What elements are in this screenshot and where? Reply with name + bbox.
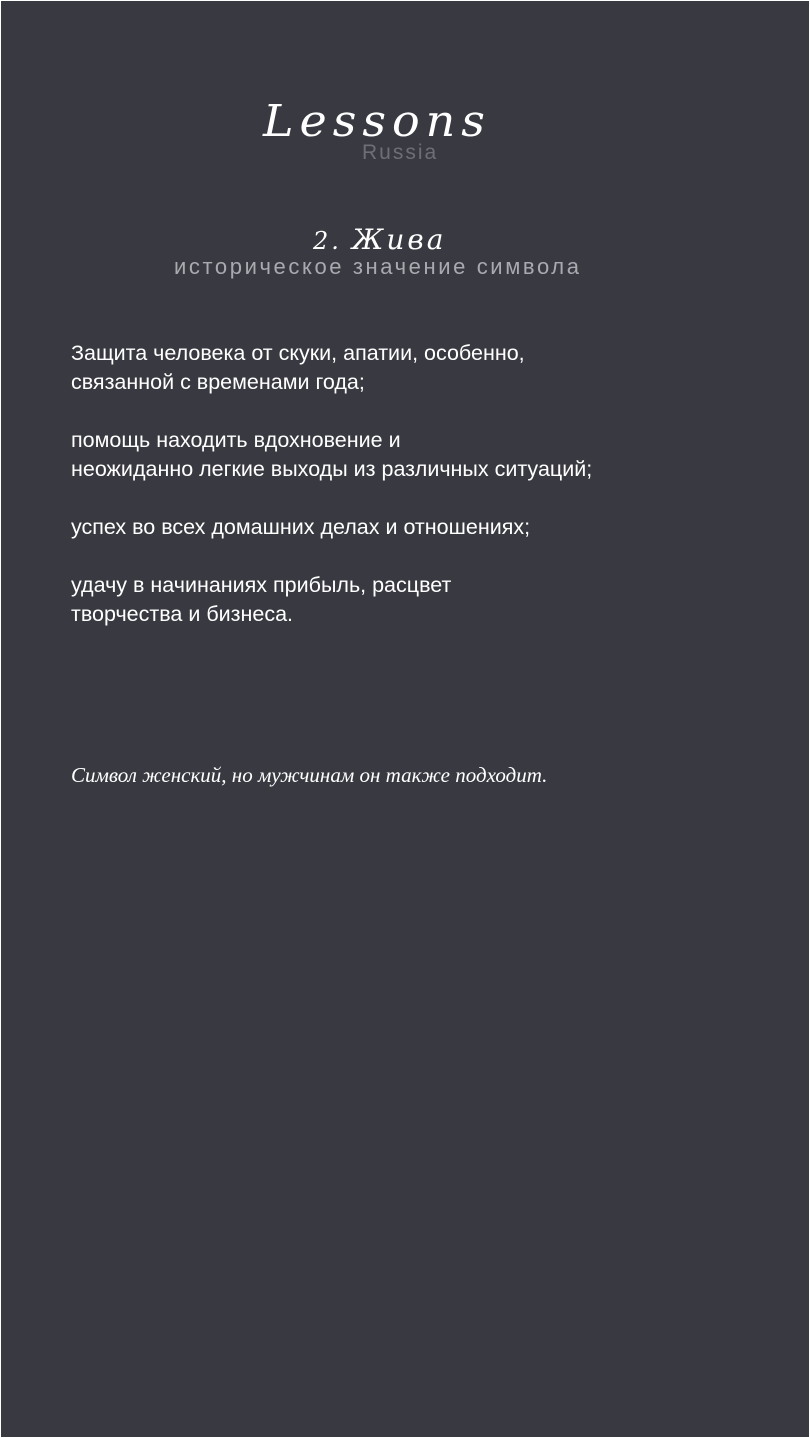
section-subtitle: историческое значение символа	[174, 254, 582, 279]
logo-script-text: Lessons	[263, 95, 491, 147]
paragraph: удачу в начинаниях прибыль, расцвет творчества и бизнеса.	[71, 573, 452, 626]
section-heading	[313, 223, 446, 256]
slide-card	[1, 1, 809, 1437]
paragraph: успех во всех домашних делах и отношениях;	[71, 515, 531, 539]
footnote: Символ женский, но мужчинам он также подходит.	[71, 763, 548, 787]
logo-subtitle: Russia	[362, 141, 439, 164]
section-title: Жива	[351, 223, 447, 256]
paragraph: помощь находить вдохновение и неожиданно легкие выходы из различных ситуаций;	[71, 428, 593, 481]
section-number: 2.	[313, 227, 342, 255]
paragraph: Защита человека от скуки, апатии, особенно, связанной с временами года;	[71, 341, 525, 394]
body-text	[71, 339, 751, 658]
